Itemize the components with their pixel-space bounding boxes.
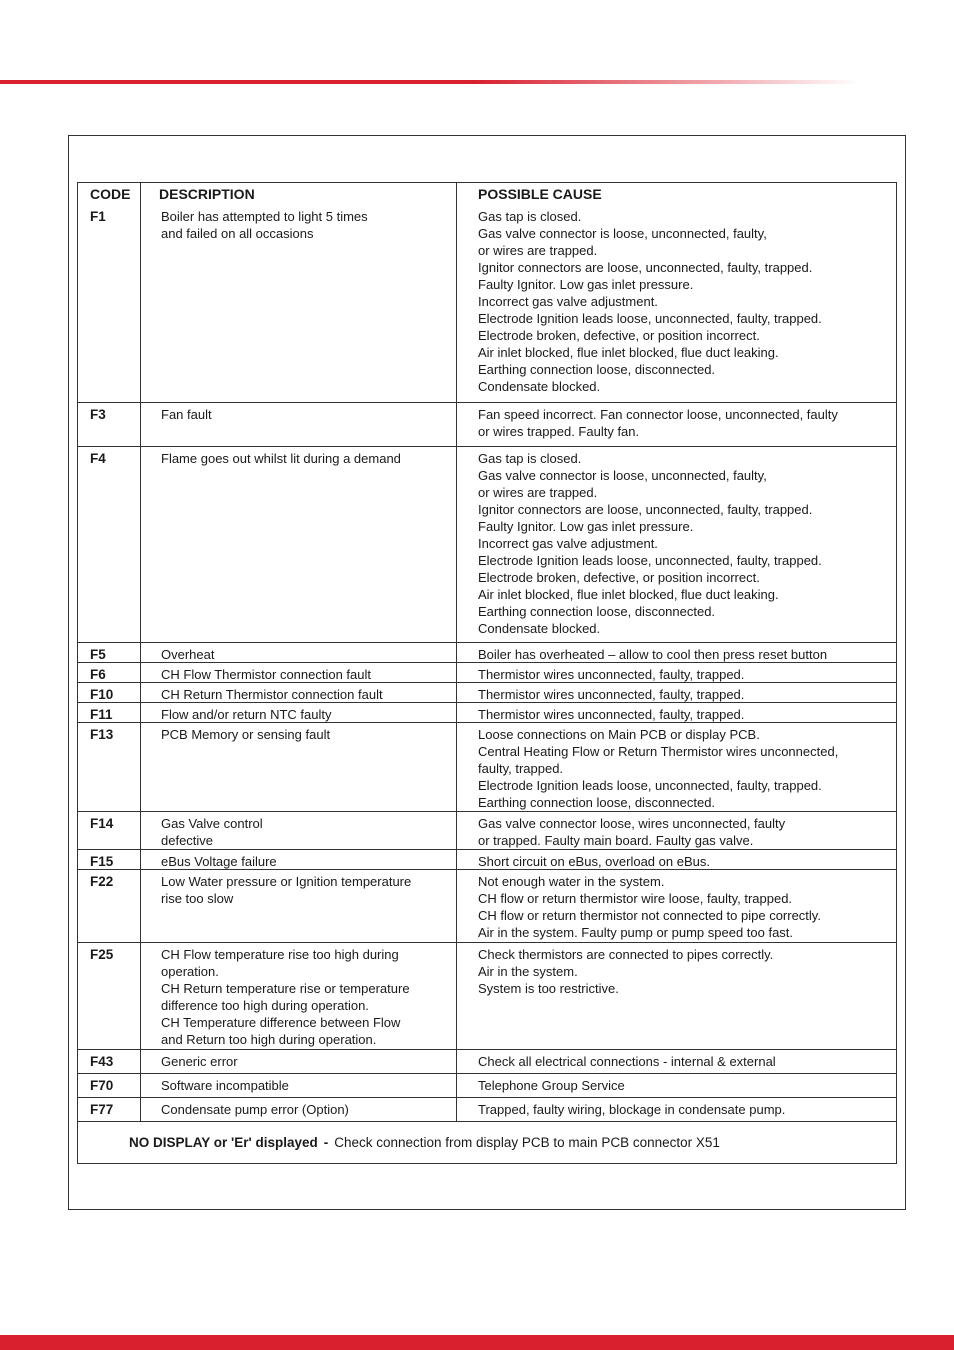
fault-description xyxy=(141,870,457,942)
cause-line: Boiler has overheated – allow to cool then press reset button xyxy=(478,647,828,662)
cause-line: or wires trapped. Faulty fan. xyxy=(478,424,640,439)
possible-cause xyxy=(457,205,896,402)
header-description: DESCRIPTION xyxy=(141,183,457,205)
cause-line: or wires are trapped. xyxy=(478,485,598,500)
table-body xyxy=(78,205,896,1121)
cause-line: Incorrect gas valve adjustment. xyxy=(478,294,658,309)
fault-code-table xyxy=(77,182,897,1164)
cause-line: Air inlet blocked, flue inlet blocked, flue duct leaking. xyxy=(478,587,779,602)
cause-line: Telephone Group Service xyxy=(478,1078,625,1093)
table-row xyxy=(78,702,896,722)
fault-description xyxy=(141,403,457,446)
cause-line: CH flow or return thermistor wire loose, faulty, trapped. xyxy=(478,891,793,906)
possible-cause xyxy=(457,703,896,722)
description-line: eBus Voltage failure xyxy=(161,854,277,869)
fault-description xyxy=(141,943,457,1049)
fault-description xyxy=(141,812,457,849)
cause-line: Electrode Ignition leads loose, unconnected, faulty, trapped. xyxy=(478,311,822,326)
fault-code: F3 xyxy=(78,403,141,446)
fault-code: F5 xyxy=(78,643,141,662)
table-row xyxy=(78,942,896,1049)
possible-cause xyxy=(457,1050,896,1073)
header-possible-cause: POSSIBLE CAUSE xyxy=(478,186,602,202)
cause-line: Faulty Ignitor. Low gas inlet pressure. xyxy=(478,519,694,534)
cause-line: Faulty Ignitor. Low gas inlet pressure. xyxy=(478,277,694,292)
description-line: Gas Valve control xyxy=(161,816,263,831)
cause-line: Short circuit on eBus, overload on eBus. xyxy=(478,854,710,869)
table-row xyxy=(78,682,896,702)
fault-code: F22 xyxy=(78,870,141,942)
fault-code: F43 xyxy=(78,1050,141,1073)
description-line: CH Flow temperature rise too high during xyxy=(161,947,399,962)
description-line: operation. xyxy=(161,964,219,979)
cause-line: Gas tap is closed. xyxy=(478,451,582,466)
fault-code: F10 xyxy=(78,683,141,702)
cause-line: Thermistor wires unconnected, faulty, trapped. xyxy=(478,667,745,682)
fault-description xyxy=(141,683,457,702)
table-row xyxy=(78,811,896,849)
fault-description xyxy=(141,723,457,811)
table-row xyxy=(78,1049,896,1073)
possible-cause xyxy=(457,447,896,642)
cause-line: Incorrect gas valve adjustment. xyxy=(478,536,658,551)
possible-cause xyxy=(457,643,896,662)
table-row xyxy=(78,869,896,942)
cause-line: Gas valve connector loose, wires unconnected, faulty xyxy=(478,816,786,831)
no-display-separator: - xyxy=(323,1135,329,1150)
possible-cause xyxy=(457,683,896,702)
description-line: PCB Memory or sensing fault xyxy=(161,727,331,742)
fault-code: F6 xyxy=(78,663,141,682)
description-line: Software incompatible xyxy=(161,1078,289,1093)
fault-description xyxy=(141,1050,457,1073)
cause-line: Fan speed incorrect. Fan connector loose, unconnected, faulty xyxy=(478,407,838,422)
table-header-row xyxy=(78,183,896,205)
fault-description xyxy=(141,205,457,402)
cause-line: Loose connections on Main PCB or display PCB. xyxy=(478,727,760,742)
description-line: CH Return temperature rise or temperature xyxy=(161,981,410,996)
possible-cause xyxy=(457,403,896,446)
fault-description xyxy=(141,447,457,642)
cause-line: Central Heating Flow or Return Thermistor wires unconnected, xyxy=(478,744,839,759)
possible-cause xyxy=(457,1074,896,1097)
table-row xyxy=(78,1097,896,1121)
cause-line: Electrode broken, defective, or position incorrect. xyxy=(478,328,760,343)
description-line: Flame goes out whilst lit during a demand xyxy=(161,451,401,466)
description-line: Flow and/or return NTC faulty xyxy=(161,707,332,722)
cause-line: Condensate blocked. xyxy=(478,379,601,394)
cause-line: Ignitor connectors are loose, unconnected, faulty, trapped. xyxy=(478,502,813,517)
fault-code: F11 xyxy=(78,703,141,722)
cause-line: Not enough water in the system. xyxy=(478,874,665,889)
no-display-label: NO DISPLAY or 'Er' displayed xyxy=(129,1135,318,1150)
fault-code: F4 xyxy=(78,447,141,642)
cause-line: CH flow or return thermistor not connected to pipe correctly. xyxy=(478,908,821,923)
description-line: defective xyxy=(161,833,214,848)
cause-line: Air in the system. Faulty pump or pump speed too fast. xyxy=(478,925,794,940)
description-line: Low Water pressure or Ignition temperature xyxy=(161,874,412,889)
description-line: CH Temperature difference between Flow xyxy=(161,1015,401,1030)
cause-line: Earthing connection loose, disconnected. xyxy=(478,604,716,619)
fault-code: F70 xyxy=(78,1074,141,1097)
cause-line: Thermistor wires unconnected, faulty, trapped. xyxy=(478,687,745,702)
fault-code: F14 xyxy=(78,812,141,849)
fault-code: F13 xyxy=(78,723,141,811)
fault-description xyxy=(141,850,457,869)
description-line: Generic error xyxy=(161,1054,238,1069)
table-row xyxy=(78,849,896,869)
cause-line: Earthing connection loose, disconnected. xyxy=(478,362,716,377)
fault-code: F77 xyxy=(78,1098,141,1121)
cause-line: or trapped. Faulty main board. Faulty gas valve. xyxy=(478,833,754,848)
description-line: rise too slow xyxy=(161,891,234,906)
possible-cause xyxy=(457,1098,896,1121)
cause-line: Electrode Ignition leads loose, unconnected, faulty, trapped. xyxy=(478,553,822,568)
no-display-note xyxy=(78,1121,896,1163)
description-line: CH Flow Thermistor connection fault xyxy=(161,667,372,682)
table-row xyxy=(78,205,896,402)
fault-code: F1 xyxy=(78,205,141,402)
description-line: Condensate pump error (Option) xyxy=(161,1102,349,1117)
fault-description xyxy=(141,1098,457,1121)
description-line: Overheat xyxy=(161,647,215,662)
cause-line: Earthing connection loose, disconnected. xyxy=(478,795,716,810)
description-line: difference too high during operation. xyxy=(161,998,369,1013)
possible-cause xyxy=(457,943,896,1049)
cause-line: System is too restrictive. xyxy=(478,981,619,996)
cause-line: Gas tap is closed. xyxy=(478,209,582,224)
no-display-instruction: Check connection from display PCB to main PCB connector X51 xyxy=(334,1135,720,1150)
fault-description xyxy=(141,703,457,722)
possible-cause xyxy=(457,870,896,942)
cause-line: Gas valve connector is loose, unconnected, faulty, xyxy=(478,226,767,241)
cause-line: Electrode broken, defective, or position incorrect. xyxy=(478,570,760,585)
cause-line: Trapped, faulty wiring, blockage in condensate pump. xyxy=(478,1102,786,1117)
cause-line: Check all electrical connections - internal & external xyxy=(478,1054,776,1069)
possible-cause xyxy=(457,663,896,682)
cause-line: Gas valve connector is loose, unconnected, faulty, xyxy=(478,468,767,483)
cause-line: faulty, trapped. xyxy=(478,761,564,776)
table-row xyxy=(78,722,896,811)
header-code: CODE xyxy=(78,183,141,205)
bottom-accent-bar xyxy=(0,1335,954,1350)
description-line: CH Return Thermistor connection fault xyxy=(161,687,383,702)
cause-line: Electrode Ignition leads loose, unconnected, faulty, trapped. xyxy=(478,778,822,793)
description-line: Fan fault xyxy=(161,407,212,422)
table-row xyxy=(78,1073,896,1097)
table-row xyxy=(78,402,896,446)
description-line: and Return too high during operation. xyxy=(161,1032,377,1047)
fault-description xyxy=(141,1074,457,1097)
possible-cause xyxy=(457,850,896,869)
fault-description xyxy=(141,663,457,682)
cause-line: or wires are trapped. xyxy=(478,243,598,258)
table-row xyxy=(78,446,896,642)
cause-line: Air in the system. xyxy=(478,964,578,979)
description-line: Boiler has attempted to light 5 times xyxy=(161,209,368,224)
description-line: and failed on all occasions xyxy=(161,226,314,241)
cause-line: Thermistor wires unconnected, faulty, trapped. xyxy=(478,707,745,722)
cause-line: Air inlet blocked, flue inlet blocked, flue duct leaking. xyxy=(478,345,779,360)
cause-line: Condensate blocked. xyxy=(478,621,601,636)
fault-code: F25 xyxy=(78,943,141,1049)
fault-code: F15 xyxy=(78,850,141,869)
table-row xyxy=(78,642,896,662)
top-accent-rule xyxy=(0,80,860,84)
possible-cause xyxy=(457,723,896,811)
fault-description xyxy=(141,643,457,662)
table-row xyxy=(78,662,896,682)
cause-line: Check thermistors are connected to pipes correctly. xyxy=(478,947,774,962)
cause-line: Ignitor connectors are loose, unconnected, faulty, trapped. xyxy=(478,260,813,275)
possible-cause xyxy=(457,812,896,849)
